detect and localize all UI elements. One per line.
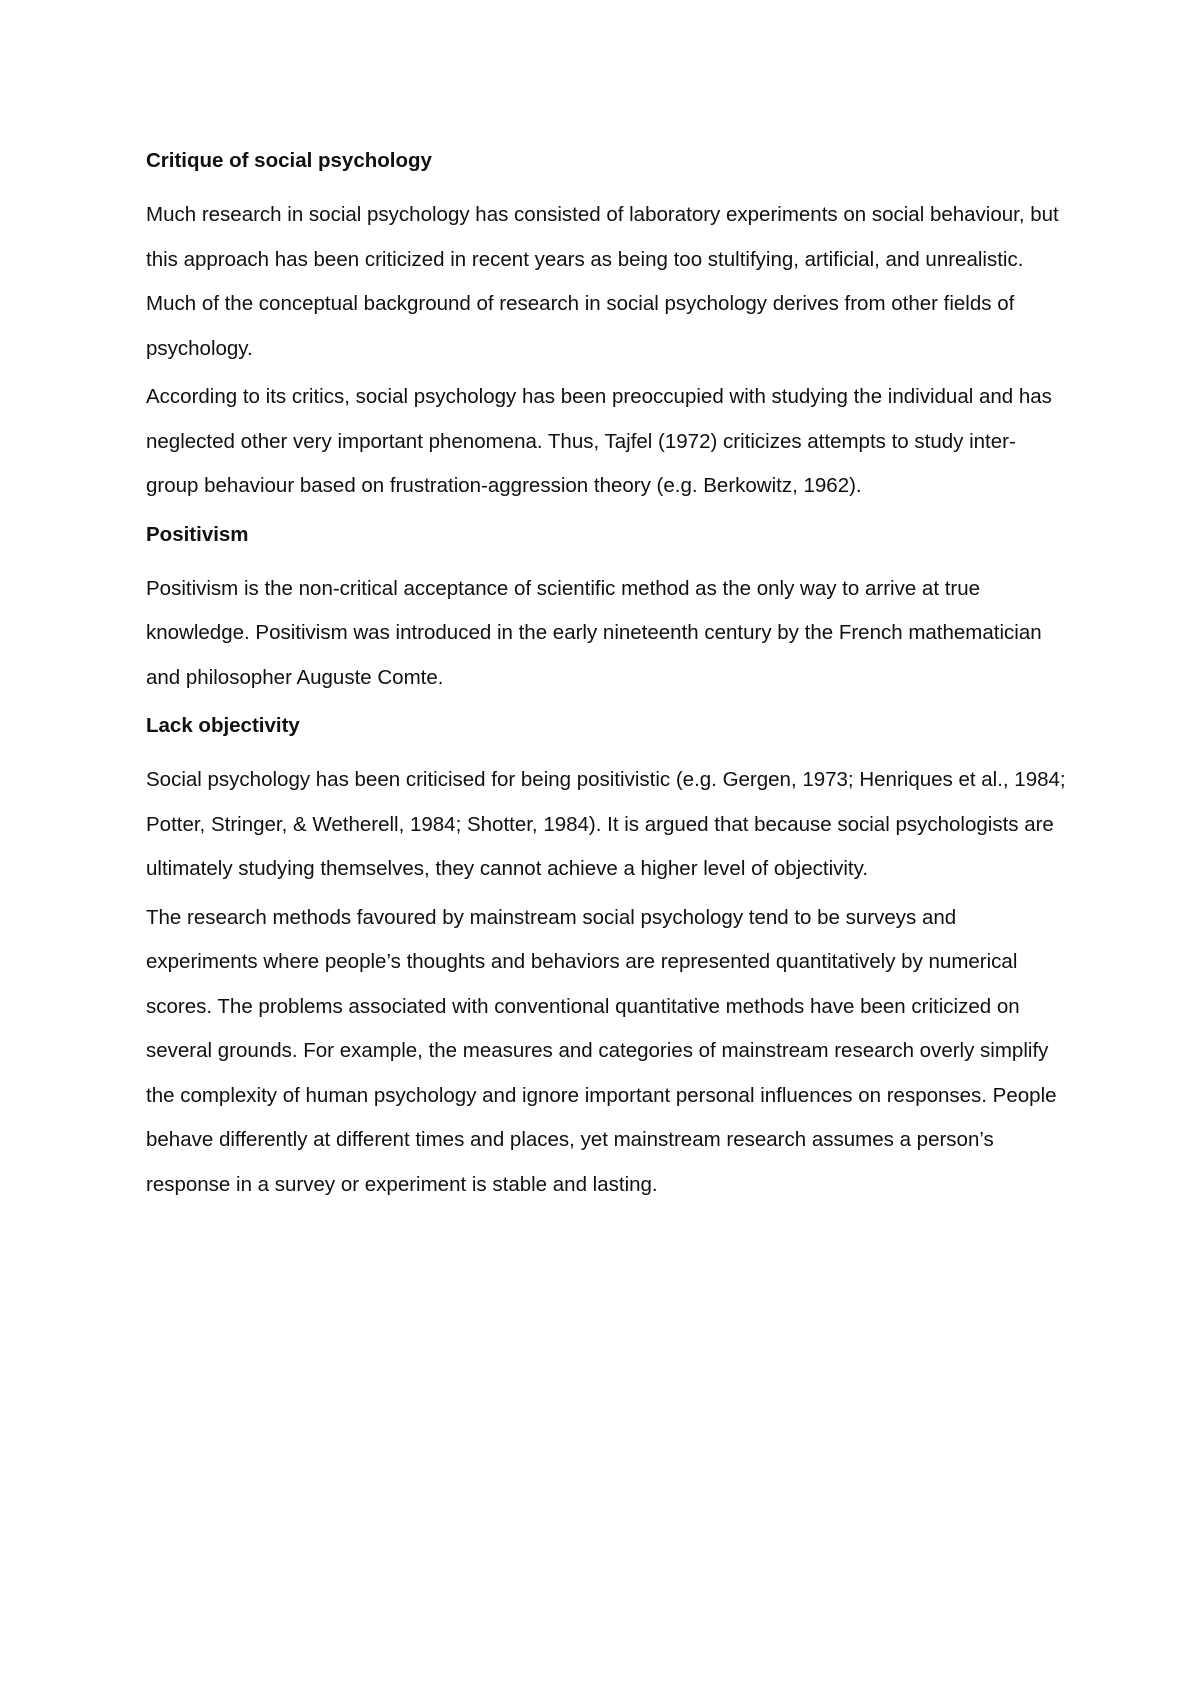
paragraph: Much research in social psychology has consisted of laboratory experiments on social behaviour, but this approach has been criticized in recent years as being too stultifying, artificial, and unrealistic. Much of the conceptual background of research in social psychology derives from other fields of psychology. (146, 203, 1059, 360)
paragraph: Social psychology has been criticised for being positivistic (e.g. Gergen, 1973; Henriques et al., 1984; Potter, Stringer, & Wetherell, 1984; Shotter, 1984). It is argued that because social psychologists are ultimately studying themselves, they cannot achieve a higher level of objectivity. (146, 768, 1066, 880)
paragraph: Positivism is the non-critical acceptance of scientific method as the only way to arrive at true knowledge. Positivism was introduced in the early nineteenth century by the French mathematician and philosopher Auguste Comte. (146, 576, 1042, 689)
section-heading-lack-objectivity: Lack objectivity (146, 714, 300, 737)
document-body (146, 146, 1066, 1218)
paragraph: The research methods favoured by mainstream social psychology tend to be surveys and experiments where people’s thoughts and behaviors are represented quantitatively by numerical scores. The problems associated with conventional quantitative methods have been criticized on several grounds. For example, the measures and categories of mainstream research overly simplify the complexity of human psychology and ignore important personal influences on responses. People behave differently at different times and places, yet mainstream research assumes a person’s response in a survey or experiment is stable and lasting. (146, 905, 1057, 1196)
section-heading-critique: Critique of social psychology (146, 149, 432, 172)
paragraph: According to its critics, social psychology has been preoccupied with studying the individual and has neglected other very important phenomena. Thus, Tajfel (1972) criticizes attempts to study inter-group behaviour based on frustration-aggression theory (e.g. Berkowitz, 1962). (146, 385, 1052, 497)
section-heading-positivism: Positivism (146, 522, 249, 546)
